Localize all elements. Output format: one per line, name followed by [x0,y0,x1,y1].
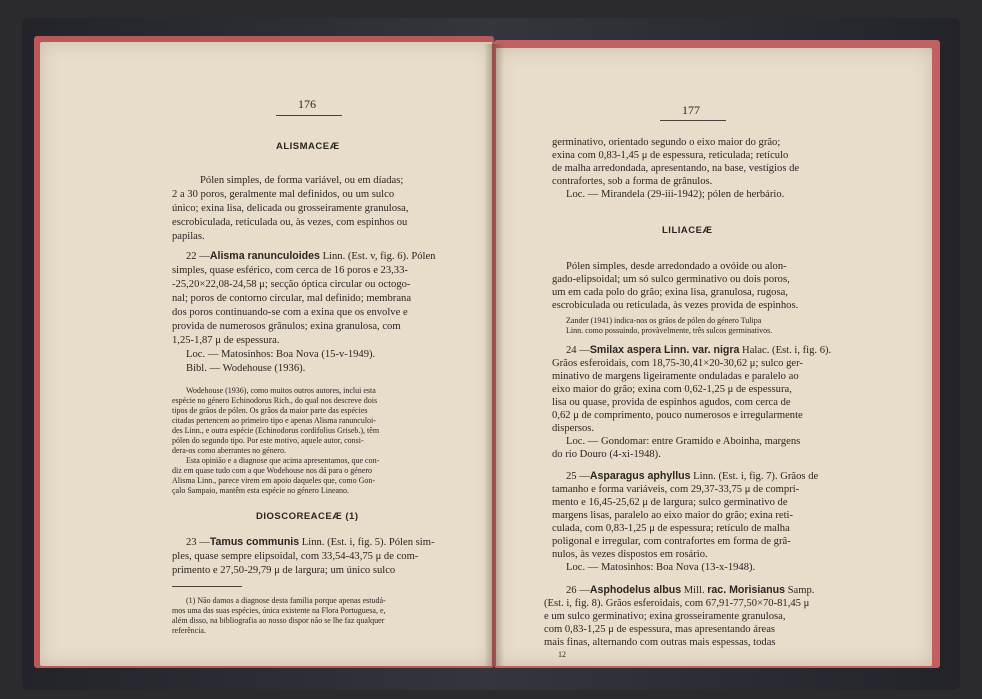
species-name: Alisma ranunculoides [209,250,320,262]
text-line: Mill. [681,585,708,596]
entry-line-24 [566,344,831,358]
note-line: des Linn., e outra espécie (Echinodorus cordifolius Griseb.), têm [172,426,380,435]
text-line: Pólen simples, desde arredondado a ovóide ou alon- [566,261,787,272]
entry-number: 23 — [186,537,210,548]
text-line: minativo de margens ligeiramente onduladas e paralelo ao [552,371,799,382]
text-line: 0,62 μ de comprimento, pouco numerosos e irregularmente [552,410,803,421]
text-line: primento e 27,50-29,79 μ de largura; um único sulco [172,565,396,576]
text-line: (Est. i, fig. 8). Grãos esferoidais, com 67,91-77,50×70-81,45 μ [544,598,810,609]
section-heading-dioscoreaceae: DIOSCOREACEÆ (1) [256,511,359,522]
species-name: rac. Morisianus [707,584,786,596]
text-line: Loc. — Mirandela (29-iii-1942); pólen de herbário. [566,189,785,200]
text-line: mais finas, alternando com outras mais espessas, todas [544,637,776,648]
note-line: Esta opinião e a diagnose que acima apresentamos, que con- [186,456,380,465]
text-line: dispersos. [552,423,595,434]
text-line: papilas. [172,231,205,242]
text-line: Loc. — Matosinhos: Boa Nova (13-x-1948). [566,562,756,573]
note-line: Alisma Linn., parece virem em apoio daqueles que, como Gon- [172,476,376,485]
footnote-line: (1) Não damos a diagnose desta família porque apenas estudá- [186,596,386,605]
text-line: gado-elipsoidal; um só sulco germinativo ou dois poros, [552,274,790,285]
text-line: com 0,83-1,25 μ de espessura, mas apresentando áreas [544,624,776,635]
text-line: mento e 16,45-25,62 μ de largura; sulco germinativo de [552,497,788,508]
text-line: 1,25-1,87 μ de espessura. [172,335,280,346]
note-line: pólen do segundo tipo. Por este motivo, aquele autor, consi- [172,436,364,445]
text-line: Halac. (Est. i, fig. 6). [739,345,832,356]
text-line: poligonal e irregular, com contrafortes em forma de grâ- [552,536,791,547]
note-line: diz em quase tudo com a que Wodehouse nos dá para o género [172,466,373,475]
text-line: 2 a 30 poros, geralmente mal definidos, ou um sulco [172,189,395,200]
text-line: exina com 0,83-1,45 μ de espessura, reticulada; retículo [552,150,789,161]
text-line: simples, quase esférico, com cerca de 16 poros e 23,33- [172,265,408,276]
note-line: Zander (1941) indica-nos os grãos de pólen do género Tulipa [566,316,762,325]
entry-number: 22 — [186,251,210,262]
text-line: Samp. [785,585,815,596]
text-line: dos poros continuando-se com a exina que os envolve e [172,307,408,318]
text-line: escrobiculada, reticulada ou, às vezes, com espinhos ou [172,217,408,228]
species-name: Smilax aspera Linn. var. nigra [589,344,740,356]
footnote-line: além disso, na bibliografia ao nosso dispor não se lhe faz qualquer [172,616,385,625]
book-gutter [484,44,504,666]
entry-line-25 [566,470,818,484]
text-line: -25,20×22,08-24,58 μ; secção óptica circular ou octogo- [172,279,411,290]
signature-mark: 12 [558,650,566,659]
note-line: dera-os como aberrantes no género. [172,446,286,455]
page-number: 176 [298,97,316,111]
footnote-rule [172,586,242,587]
entry-number: 26 — [566,585,590,596]
text-line: margens lisas, paralelo ao eixo maior do grão; exina reti- [552,510,794,521]
text-line: germinativo, orientado segundo o eixo maior do grão; [552,137,781,148]
text-line: Linn. (Est. i, fig. 7). Grãos de [690,471,819,482]
text-line: contrafortes, sob a forma de grânulos. [552,176,713,187]
note-line: espécie no género Echinodorus Rich., do qual nos descreve dois [172,396,378,405]
section-heading-alismaceae: ALISMACEÆ [276,141,340,152]
text-line: Linn. (Est. v, fig. 6). Pólen [319,251,436,262]
note-line: Wodehouse (1936), como muitos outros autores, inclui esta [186,386,376,395]
text-line: e um sulco germinativo; exina grosseiramente granulosa, [544,611,786,622]
footnote-line: mos uma das suas espécies, única existente na Flora Portuguesa, e, [172,606,386,615]
text-line: Grãos esferoidais, com 18,75-30,41×20-30,62 μ; sulco ger- [552,358,803,369]
text-line: culada, com 0,83-1,25 μ de espessura; retículo de malha [552,523,790,534]
left-page [40,42,492,666]
text-line: Bibl. — Wodehouse (1936). [186,363,306,374]
entry-line-26 [566,584,814,598]
note-line: tipos de grãos de pólen. Os grãos da maior parte das espécies [172,406,368,415]
section-heading-liliaceae: LILIACEÆ [662,225,713,236]
footnote-line: referência. [172,626,206,635]
text-line: provida de numerosos grânulos; exina granulosa, com [172,321,401,332]
text-line: nulos, às vezes dispostos em rosário. [552,549,708,560]
text-line: ples, quase sempre elipsoidal, com 33,54-43,75 μ de com- [172,551,419,562]
right-page [496,48,932,666]
entry-number: 25 — [566,471,590,482]
note-line: çalo Sampaio, mantêm esta espécie no género Lineano. [172,486,350,495]
note-line: Linn. como possuindo, provàvelmente, três sulcos germinativos. [566,326,773,335]
text-line: eixo maior do grão; exina com 0,62-1,25 μ de espessura, [552,384,792,395]
text-line: um em cada polo do grão; exina lisa, granulosa, rugosa, [552,287,788,298]
text-line: Loc. — Matosinhos: Boa Nova (15-v-1949). [186,349,376,360]
text-line: escrobiculada ou reticulada, às vezes provida de espinhos. [552,300,799,311]
entry-line-23 [186,536,434,550]
page-number-rule [276,115,342,116]
text-line: Pólen simples, de forma variável, ou em díadas; [200,175,404,186]
page-number-rule [660,120,726,121]
species-name: Tamus communis [209,536,300,548]
text-line: Loc. — Gondomar: entre Gramido e Aboinha, margens [566,436,801,447]
text-line: nal; poros de contorno circular, mal definido; membrana [172,293,412,304]
page-number: 177 [682,103,700,117]
species-name: Asparagus aphyllus [589,470,691,482]
text-line: do rio Douro (4-xi-1948). [552,449,661,460]
text-line: único; exina lisa, delicada ou grosseiramente granulosa, [172,203,409,214]
entry-number: 24 — [566,345,590,356]
text-line: tamanho e forma variáveis, com 29,37-33,75 μ de compri- [552,484,800,495]
text-line: de malha arredondada, apresentando, na base, vestígios de [552,163,800,174]
text-line: lisa ou quase, provida de espinhos agudos, com cerca de [552,397,791,408]
entry-line-22 [186,250,435,264]
text-line: Linn. (Est. i, fig. 5). Pólen sim- [299,537,435,548]
species-name: Asphodelus albus [589,584,682,596]
note-line: citadas pertencem ao primeiro tipo e apenas Alisma ranunculoi- [172,416,376,425]
